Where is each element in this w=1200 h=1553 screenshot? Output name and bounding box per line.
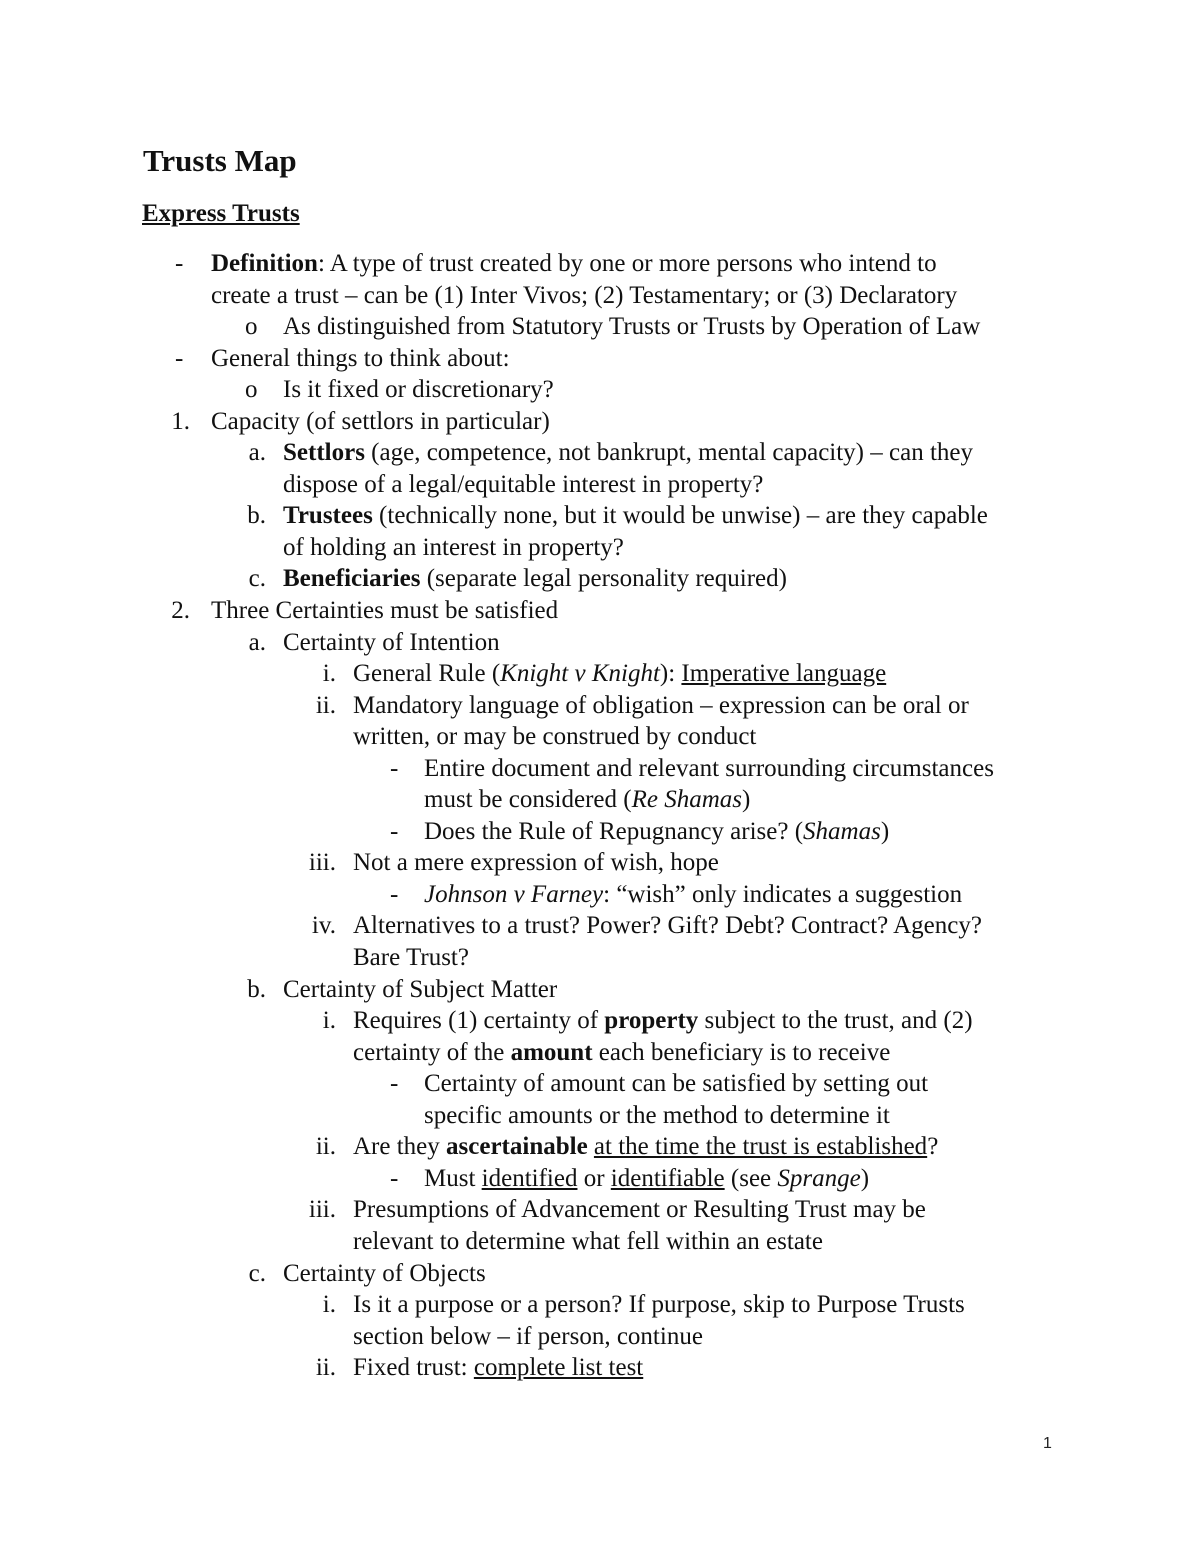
text-run: certainty of the: [353, 1038, 511, 1066]
list-marker: -: [390, 880, 399, 908]
text-run: Requires (1) certainty of: [353, 1007, 605, 1035]
text-run: identifiable: [610, 1164, 725, 1192]
outline-text: [353, 1005, 973, 1037]
list-marker: ii.: [315, 691, 336, 719]
outline-line: [0, 974, 1200, 1006]
outline-line: [0, 910, 1200, 942]
outline-text: [424, 1163, 869, 1195]
text-run: ): [860, 1164, 870, 1192]
text-run: must be considered (: [424, 786, 632, 814]
text-run: ?: [927, 1133, 939, 1161]
text-run: (technically none, but it would be unwise) – are they capable: [372, 502, 988, 530]
text-run: Re Shamas: [631, 786, 742, 814]
outline-line: [0, 563, 1200, 595]
text-run: Three Certainties must be satisfied: [211, 597, 559, 625]
list-marker: -: [390, 1070, 399, 1098]
list-marker: a.: [248, 628, 266, 656]
outline-text: [283, 974, 557, 1006]
outline-text: [283, 627, 500, 659]
list-marker: a.: [248, 439, 266, 467]
outline-text: [353, 1321, 703, 1353]
list-marker: i.: [322, 660, 336, 688]
list-marker: i.: [322, 1007, 336, 1035]
text-run: specific amounts or the method to determine it: [424, 1101, 890, 1129]
text-run: Is it a purpose or a person? If purpose, skip to Purpose Trusts: [353, 1291, 965, 1319]
text-run: Certainty of Subject Matter: [283, 975, 558, 1003]
outline-text: [211, 406, 550, 438]
outline-line: [0, 1258, 1200, 1290]
outline-text: [283, 563, 787, 595]
text-run: at the time the trust is established: [593, 1133, 928, 1161]
outline-text: [211, 248, 937, 280]
outline-text: [211, 343, 510, 375]
outline-line: [0, 595, 1200, 627]
text-run: create a trust – can be (1) Inter Vivos; (2) Testamentary; or (3) Declaratory: [211, 281, 958, 309]
outline-text: [211, 280, 957, 312]
list-marker: c.: [248, 1259, 266, 1287]
text-run: : “wish” only indicates a suggestion: [603, 880, 963, 908]
text-run: Settlors: [283, 439, 365, 467]
text-run: Must: [424, 1164, 482, 1192]
outline-text: [353, 658, 886, 690]
outline-text: [283, 500, 988, 532]
text-run: (see: [724, 1164, 778, 1192]
list-marker: b.: [247, 502, 266, 530]
text-run: Bare Trust?: [353, 944, 469, 972]
text-run: Presumptions of Advancement or Resulting Trust may be: [353, 1196, 926, 1224]
document-title: Trusts Map: [143, 143, 297, 178]
outline-line: [0, 753, 1200, 785]
list-marker: o: [245, 376, 258, 404]
outline-text: [353, 1226, 823, 1258]
outline-text: [283, 532, 624, 564]
list-marker: -: [175, 250, 184, 277]
outline-line: [0, 1289, 1200, 1321]
outline-text: [424, 879, 962, 911]
text-run: amount: [510, 1038, 593, 1066]
section-heading: Express Trusts: [142, 200, 300, 227]
list-marker: ii.: [315, 1354, 336, 1382]
list-marker: ii.: [315, 1133, 336, 1161]
text-run: Trustees: [283, 502, 373, 530]
outline-line: [0, 721, 1200, 753]
outline-text: [353, 721, 756, 753]
list-marker: o: [245, 313, 258, 341]
text-run: or: [577, 1164, 611, 1192]
outline-text: [283, 311, 980, 343]
outline-line: [0, 469, 1200, 501]
outline-line: [0, 1226, 1200, 1258]
outline-line: [0, 942, 1200, 974]
outline-line: [0, 690, 1200, 722]
text-run: written, or may be construed by conduct: [353, 723, 757, 751]
text-run: General things to think about:: [211, 344, 510, 372]
text-run: Is it fixed or discretionary?: [283, 376, 554, 404]
outline-text: [353, 847, 719, 879]
list-marker: -: [175, 344, 184, 372]
text-run: Sprange: [777, 1164, 861, 1192]
outline-line: [0, 343, 1200, 375]
outline-text: [283, 469, 763, 501]
list-marker: 2.: [171, 597, 190, 625]
outline-text: [353, 1289, 965, 1321]
outline-list: [0, 248, 1200, 1384]
text-run: Beneficiaries: [283, 565, 421, 593]
outline-line: [0, 1321, 1200, 1353]
outline-line: [0, 437, 1200, 469]
outline-line: [0, 1037, 1200, 1069]
text-run: : A type of trust created by one or more persons who intend to: [317, 250, 937, 277]
text-run: ):: [659, 660, 682, 688]
outline-line: [0, 658, 1200, 690]
outline-text: [353, 910, 982, 942]
text-run: each beneficiary is to receive: [592, 1038, 891, 1066]
text-run: Alternatives to a trust? Power? Gift? Debt? Contract? Agency?: [353, 912, 982, 940]
text-run: ascertainable: [446, 1133, 588, 1161]
outline-text: [424, 1068, 928, 1100]
outline-line: [0, 1100, 1200, 1132]
outline-line: [0, 1005, 1200, 1037]
outline-text: [353, 1131, 938, 1163]
text-run: complete list test: [473, 1354, 644, 1382]
outline-line: [0, 1163, 1200, 1195]
text-run: Capacity (of settlors in particular): [211, 407, 550, 435]
text-run: Certainty of Intention: [283, 628, 500, 656]
outline-text: [424, 753, 994, 785]
outline-text: [353, 942, 469, 974]
text-run: Knight v Knight: [500, 660, 660, 688]
page-number: 1: [1043, 1435, 1052, 1452]
outline-text: [283, 1258, 486, 1290]
text-run: section below – if person, continue: [353, 1322, 703, 1350]
outline-line: [0, 280, 1200, 312]
outline-text: [424, 784, 750, 816]
list-marker: iii.: [308, 1196, 336, 1224]
outline-line: [0, 1194, 1200, 1226]
outline-line: [0, 248, 1200, 280]
outline-text: [424, 816, 889, 848]
outline-line: [0, 816, 1200, 848]
outline-line: [0, 532, 1200, 564]
outline-line: [0, 847, 1200, 879]
text-run: ): [880, 817, 890, 845]
outline-text: [353, 1194, 926, 1226]
outline-line: [0, 311, 1200, 343]
list-marker: 1.: [171, 407, 190, 435]
outline-line: [0, 1352, 1200, 1384]
list-marker: b.: [247, 975, 266, 1003]
text-run: Are they: [353, 1133, 447, 1161]
text-run: Entire document and relevant surrounding circumstances: [424, 754, 994, 782]
outline-line: [0, 627, 1200, 659]
text-run: Definition: [211, 250, 318, 277]
outline-line: [0, 374, 1200, 406]
text-run: Certainty of amount can be satisfied by setting out: [424, 1070, 929, 1098]
text-run: As distinguished from Statutory Trusts or Trusts by Operation of Law: [283, 313, 981, 341]
text-run: Johnson v Farney: [424, 880, 604, 908]
list-marker: -: [390, 1164, 399, 1192]
list-marker: iii.: [308, 849, 336, 877]
list-marker: -: [390, 754, 399, 782]
outline-line: [0, 1068, 1200, 1100]
text-run: (separate legal personality required): [420, 565, 787, 593]
list-marker: i.: [322, 1291, 336, 1319]
text-run: Shamas: [803, 817, 881, 845]
text-run: property: [604, 1007, 699, 1035]
text-run: Imperative language: [681, 660, 887, 688]
outline-line: [0, 500, 1200, 532]
outline-text: [283, 437, 973, 469]
list-marker: -: [390, 817, 399, 845]
outline-line: [0, 1131, 1200, 1163]
text-run: General Rule (: [353, 660, 501, 688]
text-run: Fixed trust:: [353, 1354, 474, 1382]
text-run: (age, competence, not bankrupt, mental capacity) – can they: [364, 439, 973, 467]
outline-text: [353, 690, 969, 722]
list-marker: c.: [248, 565, 266, 593]
text-run: Not a mere expression of wish, hope: [353, 849, 719, 877]
outline-text: [353, 1037, 890, 1069]
text-run: of holding an interest in property?: [283, 533, 624, 561]
text-run: Does the Rule of Repugnancy arise? (: [424, 817, 804, 845]
outline-text: [353, 1352, 643, 1384]
text-run: subject to the trust, and (2): [698, 1007, 973, 1035]
text-run: relevant to determine what fell within an estate: [353, 1227, 823, 1255]
text-run: identified: [481, 1164, 578, 1192]
outline-text: [424, 1100, 890, 1132]
list-marker: iv.: [311, 912, 336, 940]
outline-text: [283, 374, 554, 406]
text-run: ): [742, 786, 751, 814]
outline-line: [0, 879, 1200, 911]
text-run: dispose of a legal/equitable interest in property?: [283, 470, 764, 498]
outline-line: [0, 406, 1200, 438]
text-run: Certainty of Objects: [283, 1259, 486, 1287]
outline-text: [211, 595, 558, 627]
outline-line: [0, 784, 1200, 816]
text-run: Mandatory language of obligation – expression can be oral or: [353, 691, 969, 719]
